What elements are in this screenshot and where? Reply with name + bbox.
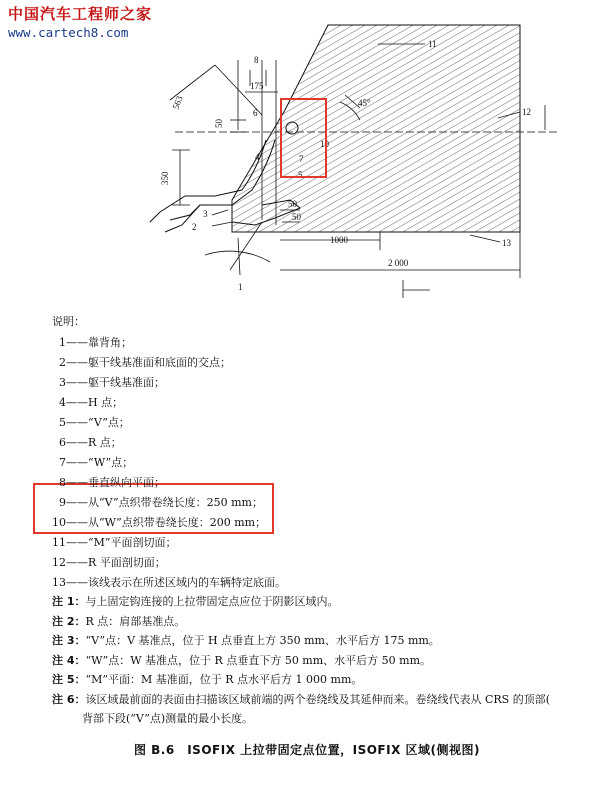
note-item xyxy=(52,612,612,632)
legend-num: 13 xyxy=(52,576,66,589)
callout-6: 6 xyxy=(253,108,258,118)
legend-item xyxy=(52,373,286,393)
note-label: 注 6： xyxy=(52,692,86,706)
legend-text: ——躯干线基准面； xyxy=(66,376,165,389)
dim-50-c: 50 xyxy=(292,212,301,222)
note-item xyxy=(52,631,612,651)
legend-item xyxy=(52,333,286,353)
legend-num: 2 xyxy=(59,356,66,369)
watermark-title: 中国汽车工程师之家 xyxy=(8,5,153,23)
callout-10: 10 xyxy=(320,139,329,149)
legend-text: ——“V”点； xyxy=(66,416,130,429)
legend-item xyxy=(52,433,286,453)
note-continuation xyxy=(52,709,612,729)
legend-text: ——垂直纵向平面； xyxy=(66,476,165,489)
callout-8: 8 xyxy=(254,55,259,65)
note-item xyxy=(52,690,612,710)
callout-3: 3 xyxy=(203,209,208,219)
callout-7: 7 xyxy=(299,154,304,164)
legend-num: 11 xyxy=(52,536,66,549)
legend-num: 6 xyxy=(59,436,66,449)
legend-text: ——R 点； xyxy=(66,436,122,449)
note-label: 注 3： xyxy=(52,634,86,647)
legend-text: ——靠背角； xyxy=(66,336,132,349)
legend-item xyxy=(52,453,286,473)
legend-text: ——“W”点； xyxy=(66,456,134,469)
note-label: 注 4： xyxy=(52,653,86,667)
note-text: “V”点：V 基准点，位于 H 点垂直上方 350 mm、水平后方 175 mm。 xyxy=(85,634,440,647)
legend-item xyxy=(52,413,286,433)
legend-item xyxy=(52,493,286,513)
note-label: 注 5： xyxy=(52,673,86,686)
legend-text: ——R 平面剖切面； xyxy=(66,556,166,569)
note-item xyxy=(52,670,612,690)
dim-1000: 1000 xyxy=(330,235,348,245)
angle-45: 45° xyxy=(358,98,371,108)
dim-2000: 2 000 xyxy=(388,258,409,268)
legend-item xyxy=(52,573,286,593)
note-text: 该区域最前面的表面由扫描该区域前端的两个卷绕线及其延伸而来。卷绕线代表从 CRS 的顶部( xyxy=(85,692,551,706)
legend-num: 10 xyxy=(52,516,66,529)
legend-item xyxy=(52,393,286,413)
legend-num: 3 xyxy=(59,376,66,389)
note-text: 与上固定钩连接的上拉带固定点应位于阴影区域内。 xyxy=(85,595,339,608)
legend-heading: 说明： xyxy=(52,315,85,328)
note-text: “W”点：W 基准点，位于 R 点垂直下方 50 mm、水平后方 50 mm。 xyxy=(85,653,432,667)
highlight-box-figure xyxy=(280,98,327,178)
note-text: 背部下段(“V”点)测量的最小长度。 xyxy=(82,712,254,725)
note-text: “M”平面：M 基准面，位于 R 点水平后方 1 000 mm。 xyxy=(85,673,363,686)
note-label: 注 1： xyxy=(52,595,86,608)
legend-text: ——从“W”点织带卷绕长度：200 mm； xyxy=(66,516,267,529)
legend-text: ——从“V”点织带卷绕长度：250 mm； xyxy=(66,496,263,509)
legend-section xyxy=(52,312,286,593)
legend-item xyxy=(52,553,286,573)
legend-num: 12 xyxy=(52,556,66,569)
legend-num: 5 xyxy=(59,416,66,429)
legend-item xyxy=(52,513,286,533)
note-label: 注 2： xyxy=(52,614,86,628)
legend-num: 8 xyxy=(59,476,66,489)
dim-50-b: 50 xyxy=(288,199,297,209)
dim-175: 175 xyxy=(250,81,264,91)
dim-563: 563 xyxy=(170,94,185,111)
callout-5: 5 xyxy=(298,170,303,180)
dim-50-a: 50 xyxy=(214,119,224,128)
note-text: R 点：肩部基准点。 xyxy=(85,614,186,628)
notes-section xyxy=(52,592,612,729)
hatched-zone xyxy=(232,25,520,232)
callout-11: 11 xyxy=(428,39,437,49)
callout-1: 1 xyxy=(238,282,243,292)
legend-text: ——H 点； xyxy=(66,396,124,409)
legend-num: 7 xyxy=(59,456,66,469)
callout-4: 4 xyxy=(255,152,260,162)
legend-text: ——该线表示在所述区域内的车辆特定底面。 xyxy=(66,576,286,589)
legend-item xyxy=(52,353,286,373)
legend-num: 9 xyxy=(59,496,66,509)
note-item xyxy=(52,592,612,612)
legend-text: ——躯干线基准面和底面的交点； xyxy=(66,356,231,369)
callout-12: 12 xyxy=(522,107,531,117)
legend-list xyxy=(52,333,286,593)
legend-item xyxy=(52,533,286,553)
callout-2: 2 xyxy=(192,222,197,232)
legend-num: 4 xyxy=(59,396,66,409)
legend-num: 1 xyxy=(59,336,66,349)
dim-350: 350 xyxy=(160,171,170,185)
watermark-url: www.cartech8.com xyxy=(8,25,129,40)
note-item xyxy=(52,651,612,671)
legend-text: ——“M”平面剖切面； xyxy=(66,536,177,549)
legend-item xyxy=(52,473,286,493)
callout-13: 13 xyxy=(502,238,511,248)
figure-caption: 图 B.6 ISOFIX 上拉带固定点位置，ISOFIX 区域(侧视图) xyxy=(133,743,480,757)
